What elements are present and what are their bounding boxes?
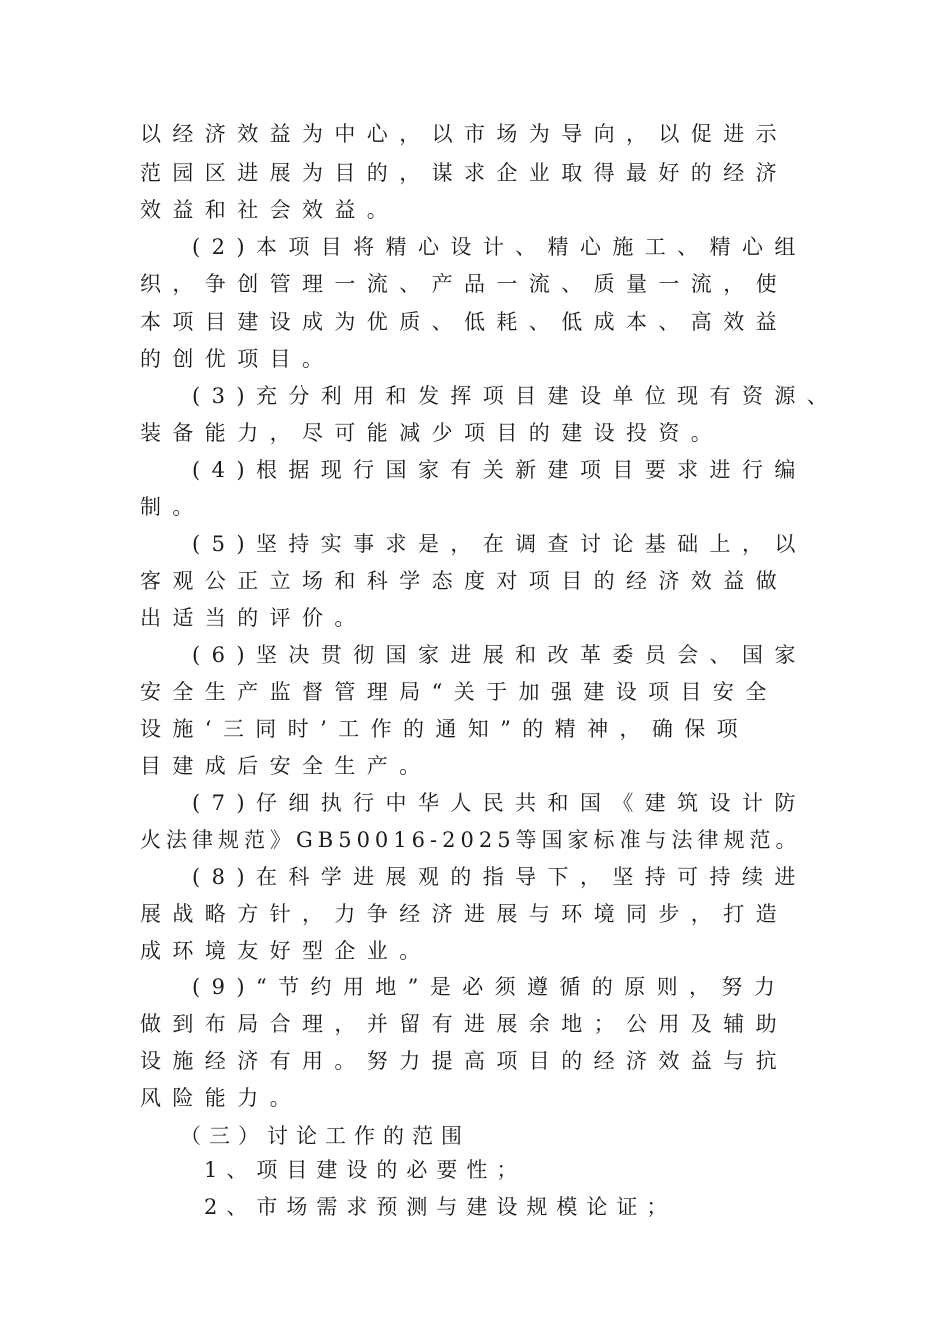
paragraph-line: 织，争创管理一流、产品一流、质量一流，使 [140,272,788,296]
list-item-2-line: (2)本项目将精心设计、精心施工、精心组 [192,235,807,259]
list-item-4-line: (4)根据现行国家有关新建项目要求进行编 [192,458,807,482]
paragraph-line: 火法律规范》GB50016-2025等国家标准与法律规范。 [140,828,802,852]
paragraph-line: 装备能力，尽可能减少项目的建设投资。 [140,421,724,445]
paragraph-line: 的创优项目。 [140,347,335,371]
paragraph-line: 设施经济有用。努力提高项目的经济效益与抗 [140,1049,788,1073]
scope-item-1: 1、项目建设的必要性； [204,1158,527,1182]
paragraph-line: 制。 [140,495,205,519]
paragraph-line: 出适当的评价。 [140,606,367,630]
paragraph-line: 做到布局合理，并留有进展余地；公用及辅助 [140,1012,788,1036]
paragraph-line: 展战略方针，力争经济进展与环境同步，打造 [140,902,788,926]
list-item-9-line: (9)“节约用地”是必须遵循的原则，努力 [192,975,787,999]
paragraph-line: 范园区进展为目的，谋求企业取得最好的经济 [140,161,788,185]
paragraph-line: 以经济效益为中心，以市场为导向，以促进示 [140,122,788,146]
list-item-7-line: (7)仔细执行中华人民共和国《建筑设计防 [192,791,807,815]
paragraph-line: 安全生产监督管理局“关于加强建设项目安全 [140,680,778,704]
paragraph-line: 设施‘三同时’工作的通知”的精神，确保项 [140,717,750,741]
paragraph-line: 客观公正立场和科学态度对项目的经济效益做 [140,569,788,593]
list-item-6-line: (6)坚决贯彻国家进展和改革委员会、国家 [192,643,807,667]
list-item-5-line: (5)坚持实事求是，在调查讨论基础上，以 [192,532,807,556]
list-item-3-line: (3)充分利用和发挥项目建设单位现有资源、 [192,384,840,408]
paragraph-line: 目建成后安全生产。 [140,754,432,778]
paragraph-line: 风险能力。 [140,1086,302,1110]
paragraph-line: 本项目建设成为优质、低耗、低成本、高效益 [140,310,788,334]
section-heading: （三）讨论工作的范围 [180,1124,470,1148]
paragraph-line: 效益和社会效益。 [140,198,400,222]
scope-item-2: 2、市场需求预测与建设规模论证； [204,1195,677,1219]
paragraph-line: 成环境友好型企业。 [140,939,432,963]
list-item-8-line: (8)在科学进展观的指导下，坚持可持续进 [192,865,807,889]
